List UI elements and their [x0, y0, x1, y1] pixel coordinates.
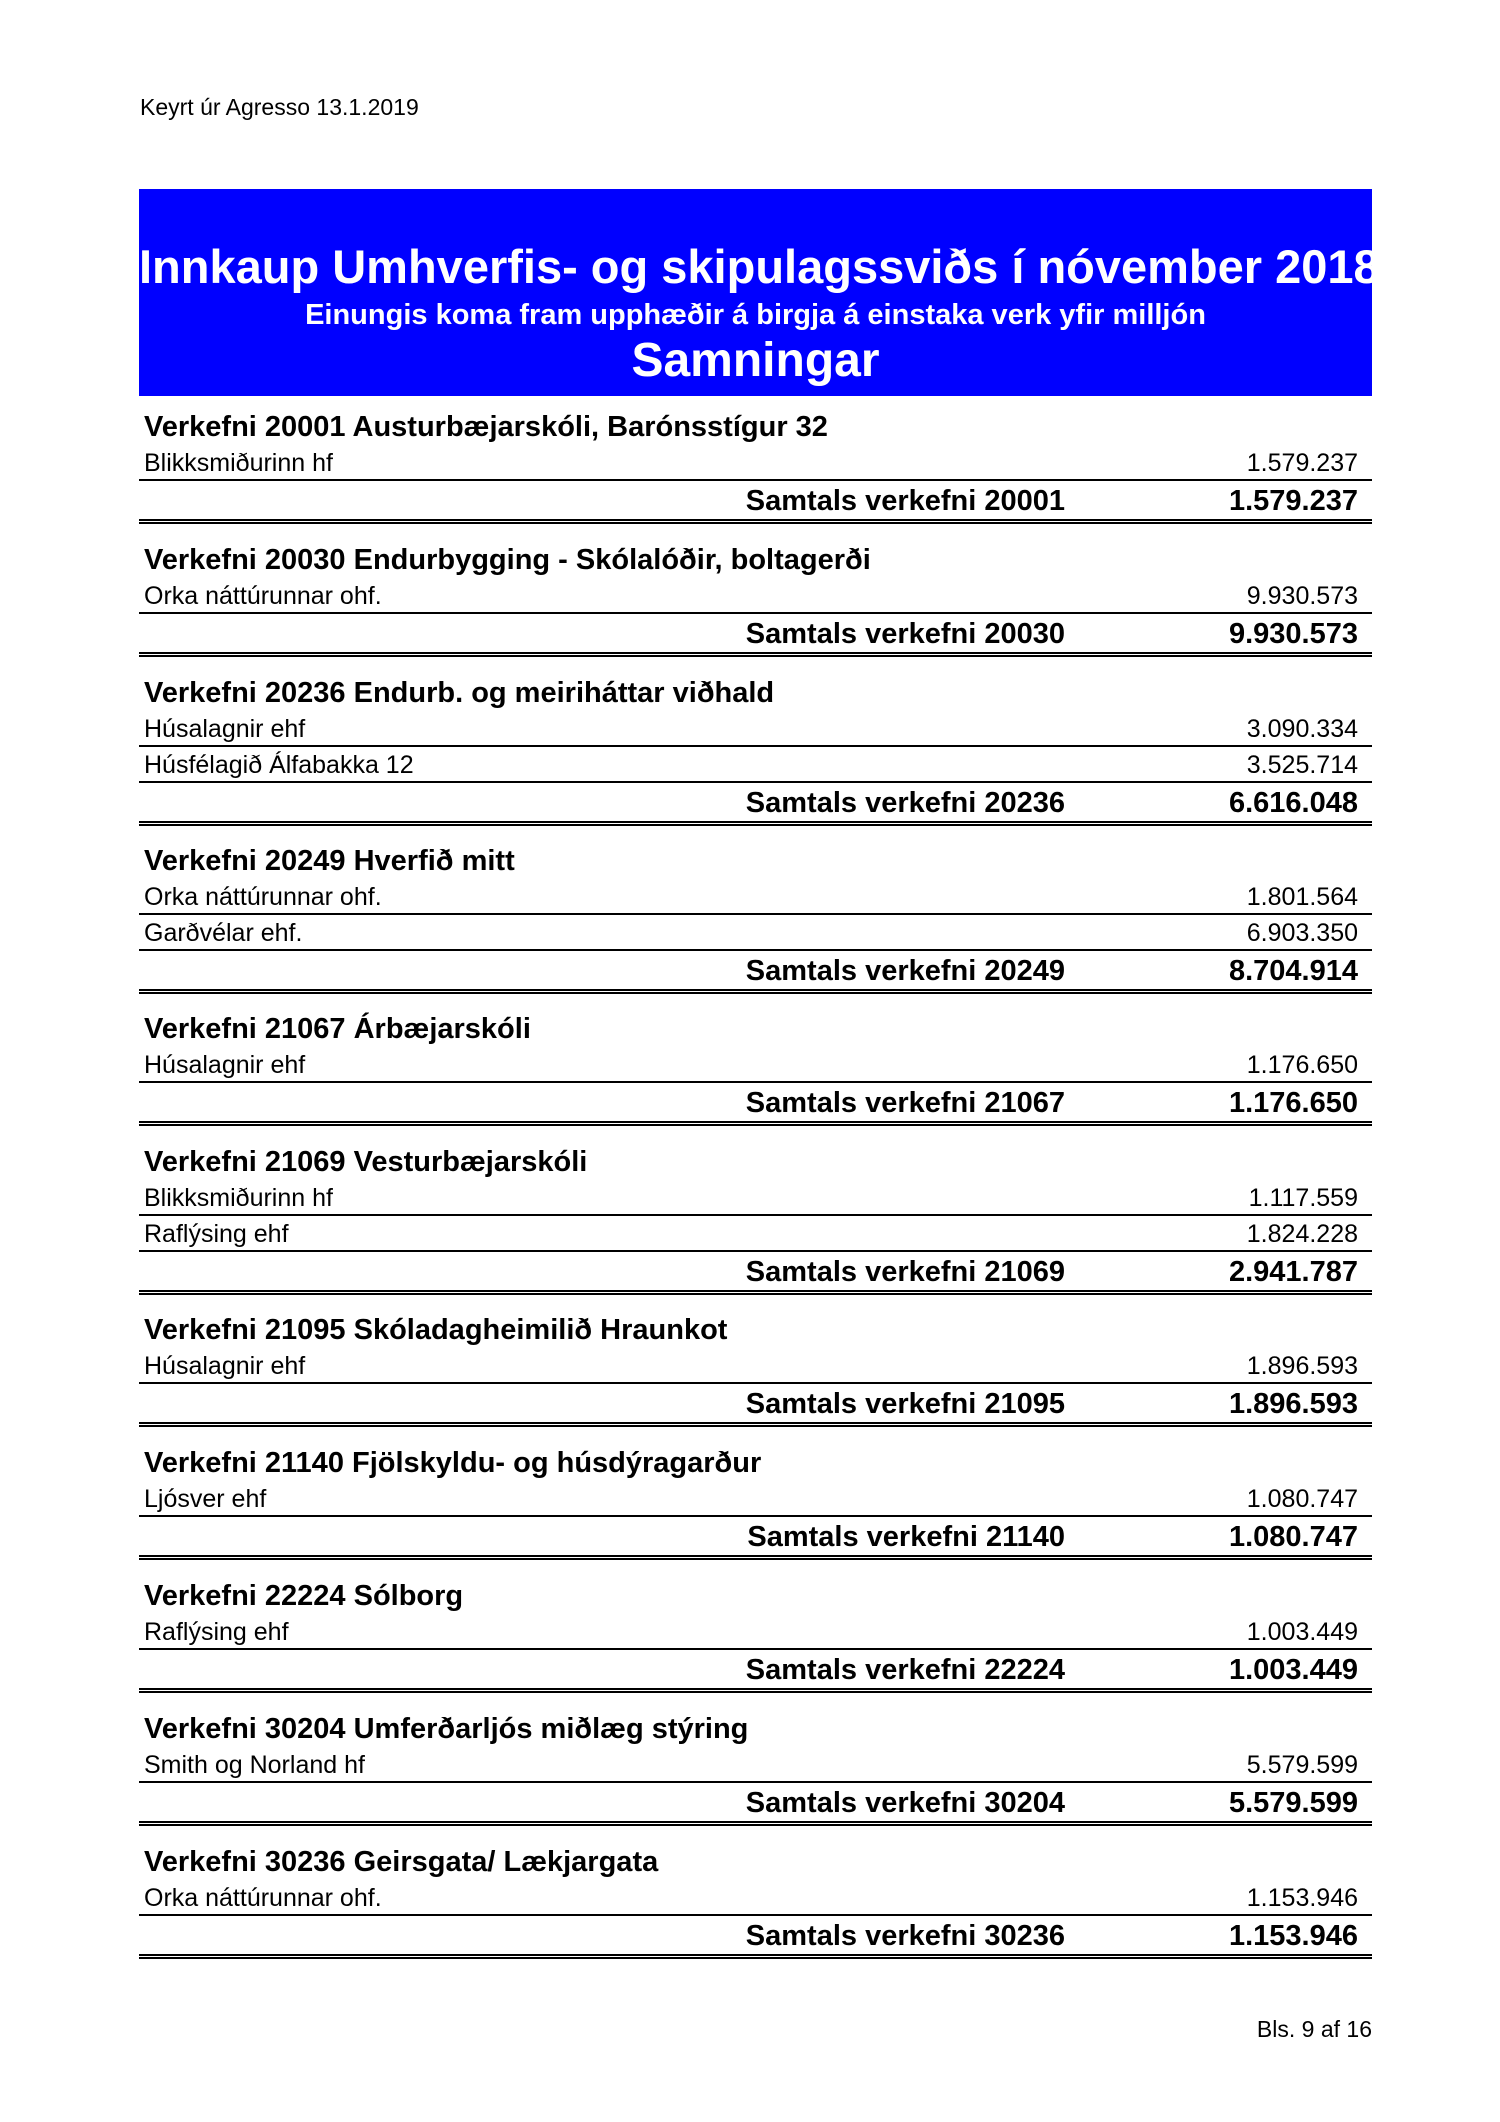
vendor-row — [139, 445, 1372, 481]
project-title: Verkefni 21067 Árbæjarskóli — [144, 1013, 531, 1045]
vendor-amount: 1.153.946 — [1246, 1884, 1358, 1912]
total-label: Samtals verkefni 20249 — [745, 955, 1065, 987]
total-amount: 1.176.650 — [1228, 1087, 1358, 1119]
vendor-row — [139, 1216, 1372, 1252]
project-total-row — [139, 1517, 1372, 1560]
vendor-row — [139, 1047, 1372, 1083]
project-section — [139, 1445, 1372, 1578]
vendor-amount: 1.080.747 — [1246, 1485, 1358, 1513]
project-total-row — [139, 783, 1372, 826]
vendor-row — [139, 1880, 1372, 1916]
vendor-amount: 1.579.237 — [1246, 449, 1358, 477]
vendor-row — [139, 1481, 1372, 1517]
vendor-amount: 6.903.350 — [1246, 919, 1358, 947]
total-amount: 6.616.048 — [1228, 787, 1358, 819]
vendor-amount: 3.525.714 — [1246, 751, 1358, 779]
total-label: Samtals verkefni 20030 — [745, 618, 1065, 650]
project-section — [139, 1578, 1372, 1711]
project-section — [139, 1312, 1372, 1445]
vendor-name: Orka náttúrunnar ohf. — [144, 582, 382, 610]
project-title: Verkefni 30236 Geirsgata/ Lækjargata — [144, 1846, 659, 1878]
vendor-row — [139, 915, 1372, 951]
vendor-amount: 1.003.449 — [1246, 1618, 1358, 1646]
report-subtitle: Einungis koma fram upphæðir á birgja á einstaka verk yfir milljón — [305, 299, 1206, 331]
total-label: Samtals verkefni 20001 — [745, 485, 1065, 517]
total-amount: 1.080.747 — [1228, 1521, 1358, 1553]
total-amount: 5.579.599 — [1228, 1787, 1358, 1819]
vendor-amount: 1.801.564 — [1246, 883, 1358, 911]
vendor-row — [139, 879, 1372, 915]
project-total-row — [139, 1252, 1372, 1295]
project-title: Verkefni 20001 Austurbæjarskóli, Barónsstígur 32 — [144, 411, 828, 443]
project-section — [139, 675, 1372, 843]
total-label: Samtals verkefni 30204 — [745, 1787, 1065, 1819]
project-total-row — [139, 481, 1372, 524]
vendor-name: Raflýsing ehf — [144, 1618, 289, 1646]
vendor-row — [139, 578, 1372, 614]
vendor-name: Blikksmiðurinn hf — [144, 1184, 333, 1212]
vendor-amount: 1.117.559 — [1248, 1184, 1358, 1212]
vendor-name: Húsalagnir ehf — [144, 1352, 306, 1380]
total-amount: 9.930.573 — [1228, 618, 1358, 650]
project-title: Verkefni 20249 Hverfið mitt — [144, 845, 515, 877]
vendor-name: Raflýsing ehf — [144, 1220, 289, 1248]
project-title: Verkefni 20236 Endurb. og meiriháttar viðhald — [144, 677, 775, 709]
total-amount: 2.941.787 — [1228, 1256, 1358, 1288]
project-total-row — [139, 1650, 1372, 1693]
project-title: Verkefni 30204 Umferðarljós miðlæg stýring — [144, 1713, 749, 1745]
total-amount: 1.579.237 — [1228, 485, 1358, 517]
project-section — [139, 1144, 1372, 1312]
vendor-row — [139, 1180, 1372, 1216]
report-title: Innkaup Umhverfis- og skipulagssviðs í nóvember 2018 — [139, 240, 1380, 293]
project-section — [139, 1844, 1372, 1977]
total-label: Samtals verkefni 21069 — [745, 1256, 1065, 1288]
vendor-amount: 1.896.593 — [1246, 1352, 1358, 1380]
vendor-name: Húsalagnir ehf — [144, 1051, 306, 1079]
project-total-row — [139, 1384, 1372, 1427]
project-section — [139, 409, 1372, 542]
total-label: Samtals verkefni 21067 — [745, 1087, 1065, 1119]
vendor-row — [139, 747, 1372, 783]
project-total-row — [139, 1783, 1372, 1826]
vendor-name: Orka náttúrunnar ohf. — [144, 883, 382, 911]
projects-list — [139, 409, 1372, 1977]
total-amount: 1.896.593 — [1228, 1388, 1358, 1420]
vendor-name: Smith og Norland hf — [144, 1751, 365, 1779]
vendor-amount: 1.176.650 — [1246, 1051, 1358, 1079]
total-label: Samtals verkefni 22224 — [745, 1654, 1065, 1686]
project-section — [139, 1711, 1372, 1844]
total-amount: 1.003.449 — [1228, 1654, 1358, 1686]
project-section — [139, 843, 1372, 1011]
project-total-row — [139, 1083, 1372, 1126]
run-info: Keyrt úr Agresso 13.1.2019 — [140, 94, 419, 120]
vendor-amount: 5.579.599 — [1246, 1751, 1358, 1779]
total-label: Samtals verkefni 21140 — [747, 1521, 1065, 1553]
vendor-name: Húsalagnir ehf — [144, 715, 306, 743]
project-title: Verkefni 21069 Vesturbæjarskóli — [144, 1146, 588, 1178]
total-label: Samtals verkefni 20236 — [745, 787, 1065, 819]
vendor-amount: 9.930.573 — [1246, 582, 1358, 610]
vendor-row — [139, 1348, 1372, 1384]
project-total-row — [139, 614, 1372, 657]
project-total-row — [139, 951, 1372, 994]
total-amount: 8.704.914 — [1228, 955, 1358, 987]
project-total-row — [139, 1916, 1372, 1959]
vendor-row — [139, 711, 1372, 747]
vendor-row — [139, 1614, 1372, 1650]
project-title: Verkefni 21140 Fjölskyldu- og húsdýragarður — [144, 1447, 762, 1479]
project-title: Verkefni 22224 Sólborg — [144, 1580, 464, 1612]
vendor-row — [139, 1747, 1372, 1783]
vendor-name: Blikksmiðurinn hf — [144, 449, 333, 477]
vendor-name: Orka náttúrunnar ohf. — [144, 1884, 382, 1912]
vendor-name: Garðvélar ehf. — [144, 919, 303, 947]
project-title: Verkefni 20030 Endurbygging - Skólalóðir, boltagerði — [144, 544, 871, 576]
total-label: Samtals verkefni 30236 — [745, 1920, 1065, 1952]
project-title: Verkefni 21095 Skóladagheimilið Hraunkot — [144, 1314, 728, 1346]
vendor-amount: 1.824.228 — [1246, 1220, 1358, 1248]
vendor-name: Húsfélagið Álfabakka 12 — [144, 751, 414, 779]
section-heading: Samningar — [631, 334, 880, 387]
total-amount: 1.153.946 — [1228, 1920, 1358, 1952]
page-number: Bls. 9 af 16 — [1256, 2016, 1372, 2042]
project-section — [139, 1011, 1372, 1144]
vendor-name: Ljósver ehf — [144, 1485, 267, 1513]
total-label: Samtals verkefni 21095 — [745, 1388, 1065, 1420]
project-section — [139, 542, 1372, 675]
report-banner — [139, 189, 1380, 396]
vendor-amount: 3.090.334 — [1246, 715, 1358, 743]
